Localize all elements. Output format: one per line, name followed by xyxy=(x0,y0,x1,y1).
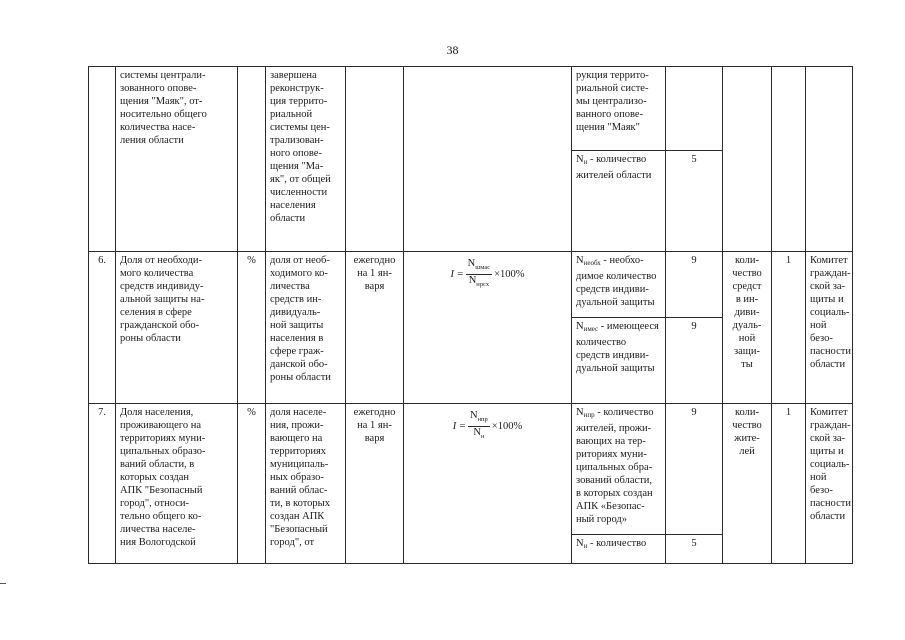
formula: I = $\frac{N_{шмас}}{N_{нрсх}}$ ×100% xyxy=(408,258,567,291)
cell-responsible xyxy=(806,67,853,252)
cell-method: коли- чество средст в ин- диви- дуаль- ной защи- ты xyxy=(723,252,772,404)
formula-fraction: $\frac{N_{шмас}}{N_{нрсх}}$ xyxy=(467,258,491,289)
cell-unit: % xyxy=(238,404,266,564)
cell-variable-number: 5 xyxy=(666,151,723,252)
table-row-continuation xyxy=(89,67,853,151)
formula: I = $\frac{N_{нпр}}{N_н}$ ×100% xyxy=(408,410,567,443)
cell-indicator-name: Доля населения, проживающего на территориях муни- ципальных образо- ваний области, в которых создан АПК "Безопасный город", относи- тельно общего ко- личества населе- ния Вологодской xyxy=(116,404,238,564)
cell-variable-description: Nн - количество жителей области xyxy=(572,151,666,252)
cell-responsible: Комитет граждан- ской за- щиты и социаль- ной безо- пасности области xyxy=(806,252,853,404)
cell-formula xyxy=(404,252,572,404)
cell-number xyxy=(89,67,116,252)
cell-variable-description: Nимес - имеющееся количество средств индиви- дуальной защиты xyxy=(572,318,666,404)
cell-responsible: Комитет граждан- ской за- щиты и социаль- ной безо- пасности области xyxy=(806,404,853,564)
cell-formula xyxy=(404,67,572,252)
cell-unit xyxy=(238,67,266,252)
table-row-7 xyxy=(89,404,853,535)
cell-variable-description: Nнеобх - необхо- димое количество средств индиви- дуальной защиты xyxy=(572,252,666,318)
cell-indicator-name: системы централи- зованного опове- щения "Маяк", от- носительно общего количества насе- ления области xyxy=(116,67,238,252)
cell-variable-description: рукция террито- риальной систе- мы централизо- ванного опове- щения "Маяк" xyxy=(572,67,666,151)
cell-variable-number: 5 xyxy=(666,535,723,564)
cell-variable-number: 9 xyxy=(666,318,723,404)
cell-method xyxy=(723,67,772,252)
cell-count: 1 xyxy=(772,404,806,564)
cell-period: ежегодно на 1 ян- варя xyxy=(346,404,404,564)
cell-number: 7. xyxy=(89,404,116,564)
cell-period xyxy=(346,67,404,252)
cell-variable-number: 9 xyxy=(666,404,723,535)
formula-fraction: $\frac{N_{нпр}}{N_н}$ xyxy=(469,410,488,441)
margin-mark xyxy=(0,583,6,584)
cell-variable-description: Nнпр - количество жителей, прожи- вающих на тер- риториях муни- ципальных обра- зований области, в которых создан АПК «Безопас- ный город» xyxy=(572,404,666,535)
cell-unit: % xyxy=(238,252,266,404)
cell-definition: завершена реконструк- ция террито- риальной системы цен- трализован- ного опове- щения "Ма- як", от общей численности населения области xyxy=(266,67,346,252)
cell-variable-description: Nн - количество xyxy=(572,535,666,564)
cell-count: 1 xyxy=(772,252,806,404)
table-row-6 xyxy=(89,252,853,318)
cell-number: 6. xyxy=(89,252,116,404)
cell-method: коли- чество жите- лей xyxy=(723,404,772,564)
cell-variable-number xyxy=(666,67,723,151)
page-number: 38 xyxy=(446,43,459,57)
cell-definition: доля населе- ния, прожи- вающего на территориях муниципаль- ных образо- ваний облас- ти, в которых создан АПК "Безопасный город", от xyxy=(266,404,346,564)
indicators-table xyxy=(88,66,853,564)
cell-variable-number: 9 xyxy=(666,252,723,318)
cell-indicator-name: Доля от необходи- мого количества средств индивиду- альной защиты на- селения в сфере гражданской обо- роны области xyxy=(116,252,238,404)
cell-formula xyxy=(404,404,572,564)
cell-count xyxy=(772,67,806,252)
cell-period: ежегодно на 1 ян- варя xyxy=(346,252,404,404)
cell-definition: доля от необ- ходимого ко- личества средств ин- дивидуаль- ной защиты населения в сфере граж- данской обо- роны области xyxy=(266,252,346,404)
